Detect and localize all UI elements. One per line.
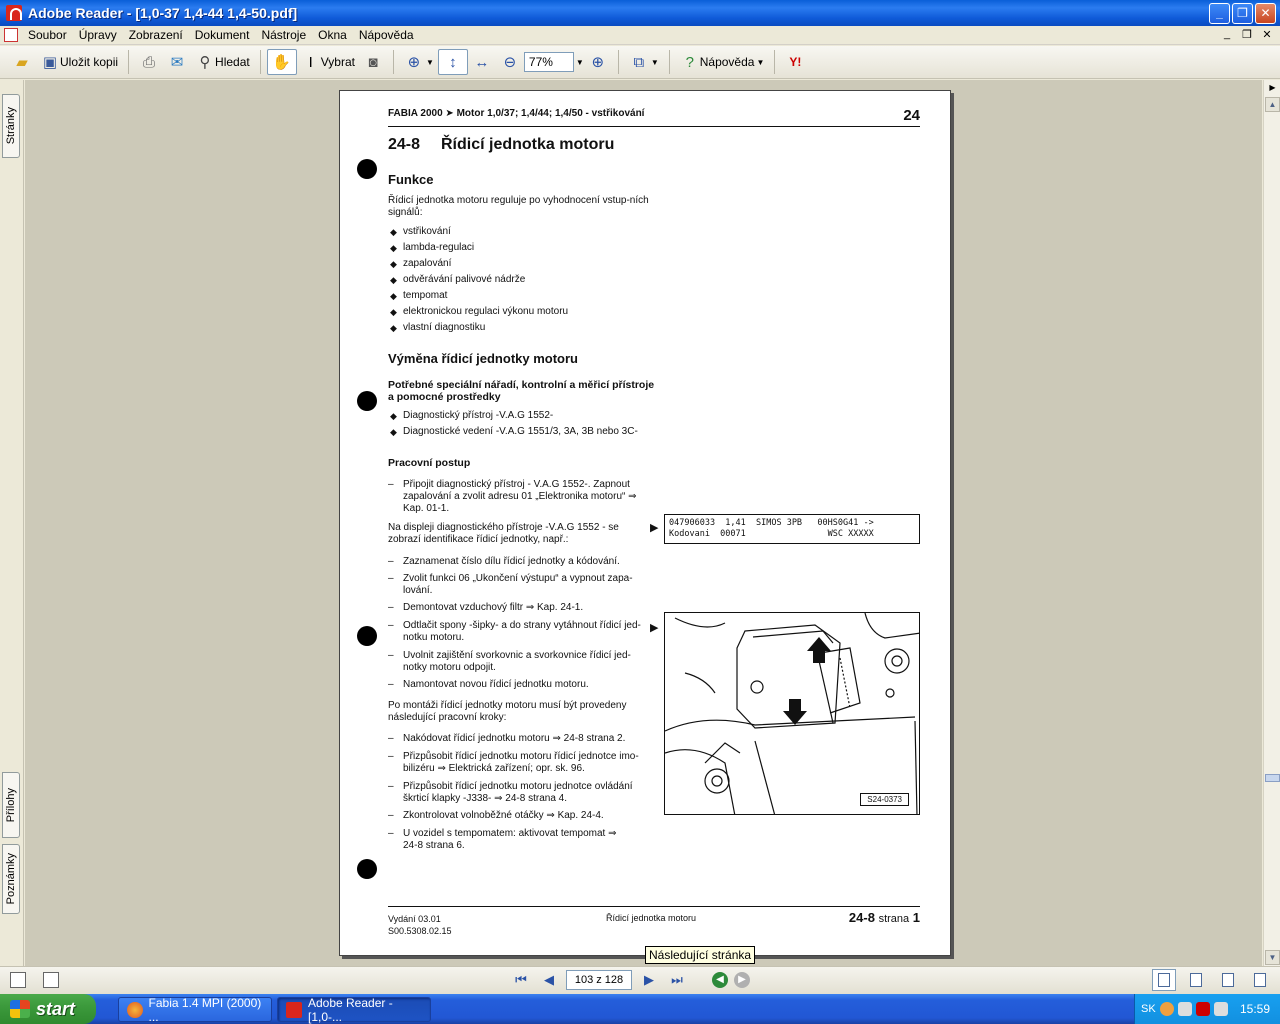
heading-postup: Pracovní postup bbox=[388, 457, 471, 469]
binoculars-icon: ⚲ bbox=[199, 54, 211, 71]
select-tool-button[interactable] bbox=[297, 49, 359, 75]
adobe-reader-icon bbox=[286, 1002, 302, 1018]
restore-button[interactable]: ❐ bbox=[1232, 3, 1253, 24]
step-item: – Nakódovat řídicí jednotku motoru ⇒ 24-8 strana 2. bbox=[388, 733, 626, 744]
menu-file[interactable]: Soubor bbox=[28, 28, 67, 42]
fit-page-button[interactable] bbox=[438, 49, 468, 75]
menu-edit[interactable]: Úpravy bbox=[78, 28, 117, 42]
fit-width-icon: ↔ bbox=[474, 53, 490, 71]
page-number-input[interactable] bbox=[566, 970, 632, 990]
vertical-scrollbar[interactable] bbox=[1263, 80, 1280, 966]
last-page-button[interactable]: ⏭ bbox=[671, 972, 683, 987]
pages-icon: ⧉ bbox=[633, 53, 645, 71]
ecu-illustration bbox=[665, 613, 920, 815]
zoom-dropdown-icon[interactable]: ▼ bbox=[575, 57, 584, 67]
list-item: ◆ Diagnostický přístroj -V.A.G 1552- bbox=[390, 410, 554, 421]
next-view-button[interactable]: ▶ bbox=[734, 972, 750, 988]
email-icon: ✉ bbox=[170, 54, 184, 71]
tooltip-next-page: Následující stránka bbox=[645, 946, 755, 964]
heading-funkce: Funkce bbox=[388, 172, 434, 187]
text-cursor-icon: I bbox=[308, 53, 313, 71]
step-item: – Zkontrolovat volnoběžné otáčky ⇒ Kap. 24-4. bbox=[388, 810, 604, 821]
tab-comments[interactable]: Poznámky bbox=[2, 844, 20, 914]
tray-arrow-icon[interactable] bbox=[1160, 1002, 1174, 1016]
heading-naradi: Potřebné speciální nářadí, kontrolní a měřicí přístroje a pomocné prostředky bbox=[388, 379, 655, 403]
step-item: – Přizpůsobit řídicí jednotku motoru jednotce ovládání škrticí klapky -J338- ⇒ 24-8 strana 4. bbox=[388, 781, 633, 804]
yahoo-icon: Y! bbox=[789, 55, 802, 69]
previous-page-button[interactable]: ◀ bbox=[544, 972, 554, 987]
section-title: 24-8 Řídicí jednotka motoru bbox=[388, 136, 615, 153]
facing-layout-button[interactable] bbox=[1248, 969, 1272, 991]
scroll-thumb[interactable] bbox=[1265, 774, 1280, 782]
continuous-facing-layout-button[interactable] bbox=[1216, 969, 1240, 991]
rotate-button[interactable]: ⧉ ▼ bbox=[625, 49, 663, 75]
next-page-button[interactable]: ▶ bbox=[644, 972, 654, 987]
zoom-in-tool-button[interactable]: ⊕ ▼ bbox=[400, 49, 438, 75]
panel-toggle-icon[interactable] bbox=[10, 972, 26, 988]
system-tray bbox=[1134, 994, 1280, 1024]
open-button[interactable] bbox=[8, 49, 36, 75]
help-button[interactable]: ? Nápověda ▼ bbox=[676, 49, 769, 75]
pointer-arrow-icon: ▶ bbox=[650, 622, 659, 634]
navigation-panel-tabs bbox=[0, 80, 24, 966]
print-button[interactable] bbox=[135, 49, 163, 75]
pdf-page bbox=[339, 90, 951, 956]
document-viewport[interactable] bbox=[25, 80, 1262, 966]
zoom-input[interactable] bbox=[524, 52, 574, 72]
menu-tools[interactable]: Nástroje bbox=[261, 28, 307, 42]
scroll-right-arrow-icon[interactable]: ▶ bbox=[1269, 83, 1276, 92]
list-item: ◆ vstřikování bbox=[390, 226, 451, 237]
figure-label: S24-0373 bbox=[860, 793, 909, 806]
list-item: ◆ odvěrávání palivové nádrže bbox=[390, 274, 526, 285]
title-bar bbox=[0, 0, 1280, 26]
doc-minimize-button[interactable]: _ bbox=[1223, 28, 1231, 40]
step-item: – Uvolnit zajištění svorkovnic a svorkovnice řídicí jed-notky motoru odpojit. bbox=[388, 650, 631, 673]
document-icon[interactable] bbox=[4, 28, 18, 42]
folder-icon: ▰ bbox=[16, 54, 28, 71]
list-item: ◆ zapalování bbox=[390, 258, 452, 269]
printer-icon: ⎙ bbox=[143, 53, 156, 71]
paragraph-display: Na displeji diagnostického přístroje -V.A.G 1552 - se zobrazí identifikace řídicí jednotky, např.: bbox=[388, 522, 619, 545]
step-item: – Zaznamenat číslo dílu řídicí jednotky a kódování. bbox=[388, 556, 620, 567]
taskbar-firefox[interactable]: Fabia 1.4 MPI (2000) ... bbox=[118, 997, 272, 1022]
close-button[interactable]: ✕ bbox=[1255, 3, 1276, 24]
footer-left: Vydání 03.01 S00.5308.02.15 bbox=[388, 914, 452, 936]
step-item: – Demontovat vzduchový filtr ⇒ Kap. 24-1. bbox=[388, 602, 584, 613]
list-item: ◆ lambda-regulaci bbox=[390, 242, 475, 253]
zoom-out-button[interactable] bbox=[496, 49, 524, 75]
taskbar bbox=[0, 994, 1280, 1024]
ecu-figure bbox=[664, 612, 920, 815]
step-item: – Namontovat novou řídicí jednotku motoru. bbox=[388, 679, 589, 690]
list-item: ◆ vlastní diagnostiku bbox=[390, 322, 486, 333]
start-button[interactable]: start bbox=[0, 994, 96, 1024]
paragraph-after: Po montáži řídicí jednotky motoru musí být provedeny následující pracovní kroky: bbox=[388, 700, 627, 723]
menu-document[interactable]: Dokument bbox=[194, 28, 250, 42]
paragraph-funkce: Řídicí jednotka motoru reguluje po vyhodnocení vstup-ních signálů: bbox=[388, 195, 649, 218]
snapshot-button[interactable] bbox=[359, 49, 387, 75]
page-header: FABIA 2000 ➤ Motor 1,0/37; 1,4/44; 1,4/50 - vstřikování bbox=[388, 108, 645, 119]
find-label: Hledat bbox=[215, 55, 250, 69]
previous-view-button[interactable]: ◀ bbox=[712, 972, 728, 988]
hand-icon: ✋ bbox=[272, 54, 292, 71]
menu-view[interactable]: Zobrazení bbox=[128, 28, 183, 42]
step-item: – U vozidel s tempomatem: aktivovat tempomat ⇒ 24-8 strana 6. bbox=[388, 828, 617, 851]
single-page-layout-button[interactable] bbox=[1152, 969, 1176, 991]
step-item: – Přizpůsobit řídicí jednotku motoru řídicí jednotce imo-bilizéru ⇒ Elektrická zařízení; opr. sk. 96. bbox=[388, 751, 639, 774]
doc-close-button[interactable]: ✕ bbox=[1262, 29, 1272, 41]
doc-restore-button[interactable]: ❐ bbox=[1242, 29, 1252, 41]
help-icon: ? bbox=[685, 53, 694, 71]
diagnostic-display: 047906033 1,41 SIMOS 3PB 00HS0G41 -> Kodovani 00071 WSC XXXXX bbox=[664, 514, 920, 544]
menu-bar bbox=[0, 26, 1280, 45]
zoom-in-button[interactable] bbox=[584, 49, 612, 75]
page-size-icon[interactable] bbox=[43, 972, 59, 988]
hand-tool-button[interactable] bbox=[267, 49, 297, 75]
footer-center: Řídicí jednotka motoru bbox=[606, 913, 697, 923]
clock[interactable]: 15:59 bbox=[1239, 1002, 1270, 1016]
fit-page-icon: ↕ bbox=[449, 53, 457, 71]
heading-vymena: Výměna řídicí jednotky motoru bbox=[388, 351, 578, 366]
toolbar bbox=[0, 46, 1280, 79]
language-indicator[interactable]: SK bbox=[1141, 1003, 1156, 1015]
page-header-number: 24 bbox=[903, 107, 920, 124]
scroll-up-arrow-icon[interactable]: ▲ bbox=[1265, 97, 1280, 112]
windows-logo-icon bbox=[10, 1000, 30, 1018]
menu-help[interactable]: Nápověda bbox=[358, 28, 414, 42]
save-copy-label: Uložit kopii bbox=[60, 55, 119, 69]
minimize-button[interactable]: _ bbox=[1209, 3, 1230, 24]
select-label: Vybrat bbox=[320, 55, 355, 69]
window-title: Adobe Reader - [1,0-37 1,4-44 1,4-50.pdf] bbox=[28, 5, 298, 21]
first-page-button[interactable]: ⏮ bbox=[515, 972, 527, 987]
minus-circle-icon: ⊖ bbox=[503, 54, 517, 71]
camera-icon: ◙ bbox=[368, 53, 378, 71]
tray-kaspersky-icon[interactable] bbox=[1196, 1002, 1210, 1016]
step-item: – Zvolit funkci 06 „Ukončení výstupu“ a vypnout zapa-lování. bbox=[388, 573, 633, 596]
step-item: – Odtlačit spony -šipky- a do strany vytáhnout řídicí jed-notku motoru. bbox=[388, 620, 641, 643]
help-label: Nápověda bbox=[699, 55, 755, 69]
status-bar bbox=[0, 966, 1280, 994]
tab-pages[interactable]: Stránky bbox=[2, 94, 20, 158]
plus-circle-icon: ⊕ bbox=[591, 54, 605, 71]
tray-app-icon[interactable] bbox=[1178, 1002, 1192, 1016]
firefox-icon bbox=[127, 1002, 143, 1018]
fit-width-button[interactable] bbox=[468, 49, 496, 75]
menu-window[interactable]: Okna bbox=[318, 28, 347, 42]
scroll-down-arrow-icon[interactable]: ▼ bbox=[1265, 950, 1280, 965]
yahoo-button[interactable] bbox=[781, 49, 809, 75]
list-item: ◆ elektronickou regulaci výkonu motoru bbox=[390, 306, 569, 317]
adobe-reader-icon bbox=[6, 5, 22, 21]
list-item: ◆ Diagnostické vedení -V.A.G 1551/3, 3A, 3B nebo 3C- bbox=[390, 426, 638, 437]
page-navigation bbox=[510, 969, 750, 991]
email-button[interactable] bbox=[163, 49, 191, 75]
tray-network-icon[interactable] bbox=[1214, 1002, 1228, 1016]
pointer-arrow-icon: ▶ bbox=[650, 522, 659, 534]
save-copy-button[interactable] bbox=[36, 49, 122, 75]
taskbar-adobe-reader[interactable]: Adobe Reader - [1,0-... bbox=[277, 997, 431, 1022]
tab-attachments[interactable]: Přílohy bbox=[2, 772, 20, 838]
list-item: ◆ tempomat bbox=[390, 290, 448, 301]
continuous-layout-button[interactable] bbox=[1184, 969, 1208, 991]
save-icon: ▣ bbox=[42, 54, 58, 71]
step-item: – Připojit diagnostický přístroj - V.A.G 1552-. Zapnout zapalování a zvolit adresu 01 „Elektronika motoru“ ⇒ Kap. 01-1. bbox=[388, 479, 637, 514]
find-button[interactable] bbox=[191, 49, 254, 75]
footer-page-ref: 24-8 strana 1 bbox=[848, 910, 920, 925]
magnifier-icon: ⊕ bbox=[407, 54, 421, 71]
